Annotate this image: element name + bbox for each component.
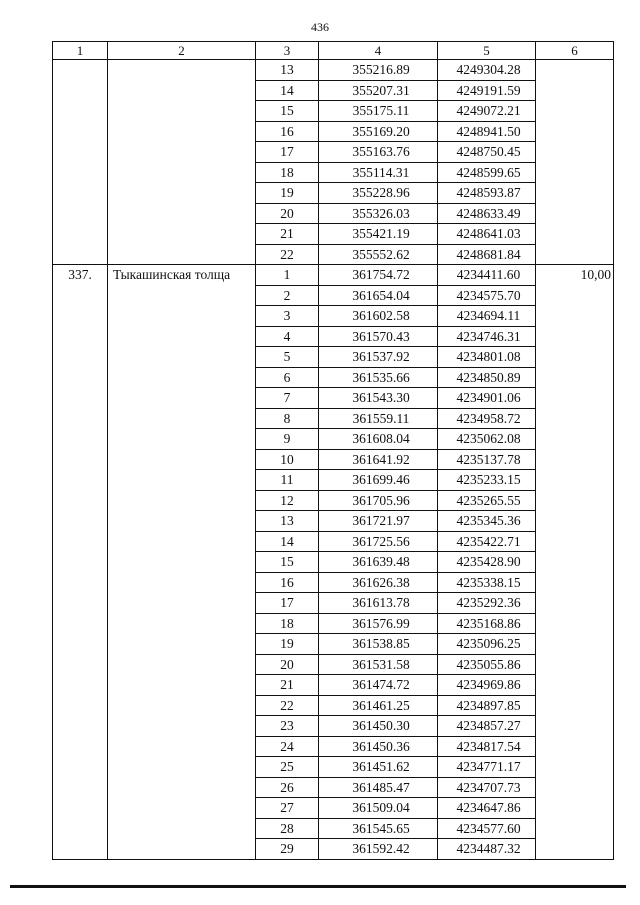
object-name-cell (108, 60, 256, 265)
point-number-cell: 20 (256, 654, 319, 675)
point-number-cell: 19 (256, 634, 319, 655)
point-number-cell: 14 (256, 531, 319, 552)
coordinate-x-cell: 361545.65 (319, 818, 438, 839)
coordinate-y-cell: 4248681.84 (438, 244, 536, 265)
point-number-cell: 28 (256, 818, 319, 839)
header-cell: 2 (108, 42, 256, 60)
coordinate-y-cell: 4248633.49 (438, 203, 536, 224)
point-number-cell: 27 (256, 798, 319, 819)
coordinate-x-cell: 355175.11 (319, 101, 438, 122)
coordinate-x-cell: 361705.96 (319, 490, 438, 511)
coordinate-x-cell: 361626.38 (319, 572, 438, 593)
coordinate-y-cell: 4248641.03 (438, 224, 536, 245)
coordinate-y-cell: 4235345.36 (438, 511, 536, 532)
coordinate-x-cell: 361531.58 (319, 654, 438, 675)
coordinate-y-cell: 4249304.28 (438, 60, 536, 81)
point-number-cell: 3 (256, 306, 319, 327)
header-row (53, 42, 614, 60)
header-cell: 3 (256, 42, 319, 60)
coordinate-y-cell: 4234694.11 (438, 306, 536, 327)
coordinate-x-cell: 355207.31 (319, 80, 438, 101)
point-number-cell: 26 (256, 777, 319, 798)
coordinate-x-cell: 355163.76 (319, 142, 438, 163)
coordinate-y-cell: 4248593.87 (438, 183, 536, 204)
coordinate-y-cell: 4249191.59 (438, 80, 536, 101)
coordinate-y-cell: 4234801.08 (438, 347, 536, 368)
area-cell: 10,00 (536, 265, 614, 860)
coordinate-x-cell: 361538.85 (319, 634, 438, 655)
coordinate-y-cell: 4235055.86 (438, 654, 536, 675)
coordinate-x-cell: 361592.42 (319, 839, 438, 860)
point-number-cell: 15 (256, 101, 319, 122)
coordinate-x-cell: 361543.30 (319, 388, 438, 409)
coordinate-y-cell: 4234969.86 (438, 675, 536, 696)
area-cell (536, 60, 614, 265)
object-number-cell: 337. (53, 265, 108, 860)
point-number-cell: 4 (256, 326, 319, 347)
coordinate-x-cell: 361754.72 (319, 265, 438, 286)
coordinate-x-cell: 355421.19 (319, 224, 438, 245)
point-number-cell: 17 (256, 593, 319, 614)
coordinate-y-cell: 4235233.15 (438, 470, 536, 491)
coordinate-x-cell: 361721.97 (319, 511, 438, 532)
coordinate-x-cell: 361576.99 (319, 613, 438, 634)
point-number-cell: 11 (256, 470, 319, 491)
point-number-cell: 24 (256, 736, 319, 757)
coordinate-y-cell: 4234817.54 (438, 736, 536, 757)
point-number-cell: 16 (256, 572, 319, 593)
coordinate-y-cell: 4235265.55 (438, 490, 536, 511)
coordinate-x-cell: 355228.96 (319, 183, 438, 204)
coordinate-x-cell: 361474.72 (319, 675, 438, 696)
coordinate-y-cell: 4235292.36 (438, 593, 536, 614)
coordinate-y-cell: 4248599.65 (438, 162, 536, 183)
coordinate-y-cell: 4249072.21 (438, 101, 536, 122)
point-number-cell: 20 (256, 203, 319, 224)
coordinate-x-cell: 361461.25 (319, 695, 438, 716)
coordinate-y-cell: 4234850.89 (438, 367, 536, 388)
point-number-cell: 1 (256, 265, 319, 286)
point-number-cell: 10 (256, 449, 319, 470)
point-number-cell: 21 (256, 675, 319, 696)
coordinate-y-cell: 4235422.71 (438, 531, 536, 552)
coordinate-x-cell: 361535.66 (319, 367, 438, 388)
coordinate-x-cell: 361699.46 (319, 470, 438, 491)
point-number-cell: 9 (256, 429, 319, 450)
table-row (53, 265, 614, 286)
coordinate-x-cell: 361613.78 (319, 593, 438, 614)
point-number-cell: 5 (256, 347, 319, 368)
coordinate-x-cell: 361570.43 (319, 326, 438, 347)
coordinate-x-cell: 361450.36 (319, 736, 438, 757)
table-row (53, 60, 614, 81)
table-body (53, 42, 614, 860)
coordinate-x-cell: 361485.47 (319, 777, 438, 798)
point-number-cell: 15 (256, 552, 319, 573)
point-number-cell: 2 (256, 285, 319, 306)
coordinate-x-cell: 361641.92 (319, 449, 438, 470)
coordinate-x-cell: 361654.04 (319, 285, 438, 306)
header-cell: 6 (536, 42, 614, 60)
coordinate-y-cell: 4234897.85 (438, 695, 536, 716)
coordinate-x-cell: 355216.89 (319, 60, 438, 81)
coordinate-y-cell: 4234577.60 (438, 818, 536, 839)
point-number-cell: 21 (256, 224, 319, 245)
coordinate-y-cell: 4235338.15 (438, 572, 536, 593)
coordinate-y-cell: 4234487.32 (438, 839, 536, 860)
point-number-cell: 29 (256, 839, 319, 860)
coordinate-x-cell: 361559.11 (319, 408, 438, 429)
point-number-cell: 16 (256, 121, 319, 142)
coordinate-y-cell: 4235096.25 (438, 634, 536, 655)
coordinate-y-cell: 4248941.50 (438, 121, 536, 142)
point-number-cell: 13 (256, 511, 319, 532)
coordinate-x-cell: 361537.92 (319, 347, 438, 368)
object-number-cell (53, 60, 108, 265)
coordinate-x-cell: 355114.31 (319, 162, 438, 183)
coordinate-y-cell: 4234771.17 (438, 757, 536, 778)
point-number-cell: 7 (256, 388, 319, 409)
coordinate-x-cell: 355552.62 (319, 244, 438, 265)
coordinate-y-cell: 4234746.31 (438, 326, 536, 347)
coordinate-y-cell: 4248750.45 (438, 142, 536, 163)
coordinate-x-cell: 361509.04 (319, 798, 438, 819)
point-number-cell: 22 (256, 244, 319, 265)
coordinate-y-cell: 4234707.73 (438, 777, 536, 798)
coordinate-y-cell: 4234411.60 (438, 265, 536, 286)
point-number-cell: 25 (256, 757, 319, 778)
coordinate-y-cell: 4235062.08 (438, 429, 536, 450)
coordinate-y-cell: 4235137.78 (438, 449, 536, 470)
coordinate-x-cell: 361602.58 (319, 306, 438, 327)
coordinate-x-cell: 361608.04 (319, 429, 438, 450)
object-name-cell: Тыкашинская толща (108, 265, 256, 860)
point-number-cell: 18 (256, 162, 319, 183)
point-number-cell: 17 (256, 142, 319, 163)
point-number-cell: 6 (256, 367, 319, 388)
coordinate-x-cell: 361725.56 (319, 531, 438, 552)
bottom-rule (10, 885, 626, 888)
coordinate-x-cell: 355169.20 (319, 121, 438, 142)
coordinate-y-cell: 4234901.06 (438, 388, 536, 409)
coordinate-x-cell: 361451.62 (319, 757, 438, 778)
coordinate-y-cell: 4235428.90 (438, 552, 536, 573)
header-cell: 5 (438, 42, 536, 60)
coordinate-y-cell: 4234647.86 (438, 798, 536, 819)
coordinate-x-cell: 361639.48 (319, 552, 438, 573)
coordinate-x-cell: 355326.03 (319, 203, 438, 224)
coordinate-y-cell: 4234857.27 (438, 716, 536, 737)
coordinate-y-cell: 4234958.72 (438, 408, 536, 429)
coordinate-y-cell: 4234575.70 (438, 285, 536, 306)
header-cell: 4 (319, 42, 438, 60)
point-number-cell: 23 (256, 716, 319, 737)
point-number-cell: 14 (256, 80, 319, 101)
point-number-cell: 22 (256, 695, 319, 716)
point-number-cell: 19 (256, 183, 319, 204)
coordinate-y-cell: 4235168.86 (438, 613, 536, 634)
point-number-cell: 18 (256, 613, 319, 634)
page-number: 436 (311, 20, 329, 34)
point-number-cell: 8 (256, 408, 319, 429)
coordinate-x-cell: 361450.30 (319, 716, 438, 737)
coordinates-table (52, 41, 614, 860)
point-number-cell: 12 (256, 490, 319, 511)
point-number-cell: 13 (256, 60, 319, 81)
header-cell: 1 (53, 42, 108, 60)
